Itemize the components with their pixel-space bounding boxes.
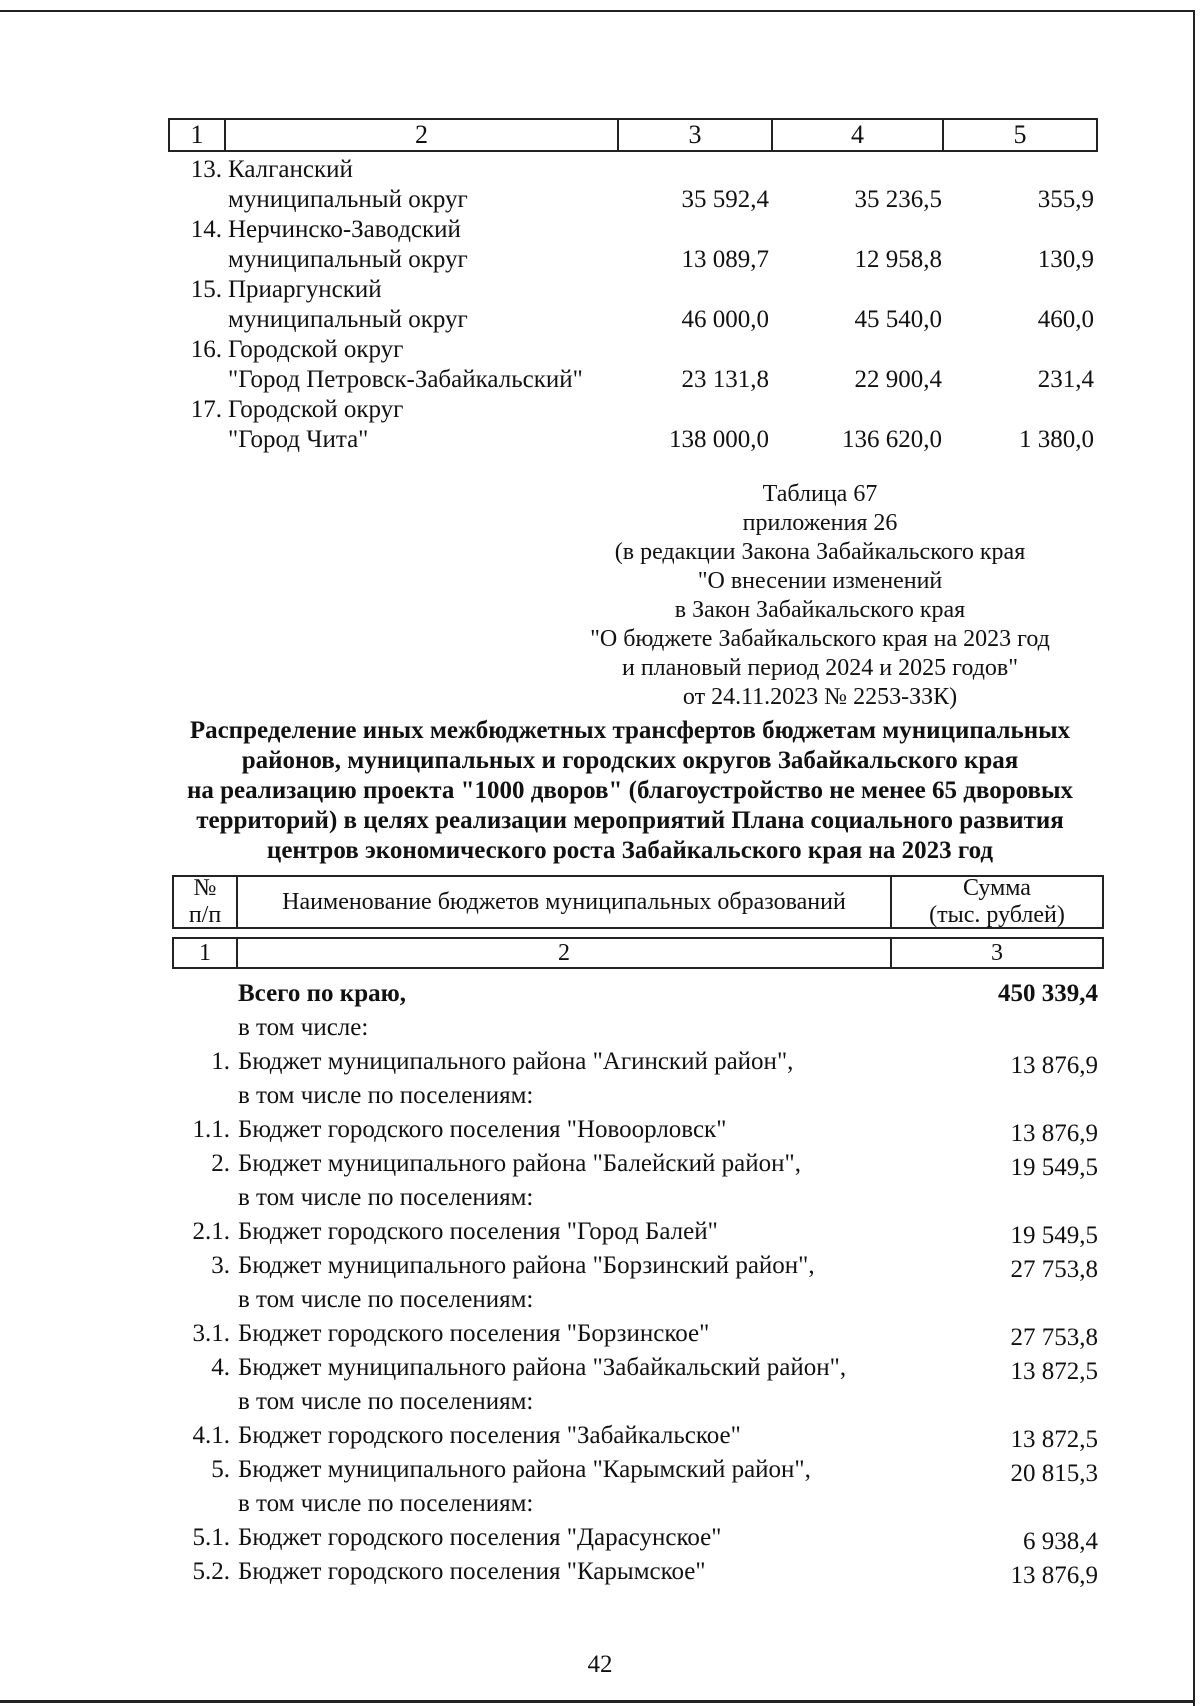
row-name: Бюджет муниципального района "Карымский район", — [238, 1456, 811, 1483]
row-number: 4. — [211, 1354, 230, 1381]
row-name: в том числе по поселениям: — [238, 1490, 534, 1517]
row-number: 5. — [211, 1456, 230, 1483]
top-table-header-cell: 3 — [619, 120, 773, 150]
row-value-col4: 136 620,0 — [842, 426, 942, 453]
column-number-cell: 3 — [991, 940, 1003, 966]
row-value-col5: 460,0 — [1037, 306, 1094, 333]
table-row — [172, 1284, 1104, 1318]
row-name-line1: Городской округ — [228, 396, 404, 423]
row-number: 14. — [190, 216, 222, 243]
row-name-line1: Приаргунский — [228, 276, 382, 303]
header-name-cell: Наименование бюджетов муниципальных образований — [238, 877, 892, 927]
caption-line: Таблица 67 — [762, 481, 878, 507]
row-value-col3: 13 089,7 — [681, 246, 769, 273]
caption-line: (в редакции Закона Забайкальского края — [614, 539, 1026, 565]
row-value: 6 938,4 — [1023, 1528, 1098, 1555]
title-line: Распределение иных межбюджетных трансфертов бюджетам муниципальных — [189, 717, 1071, 744]
table-row — [172, 1080, 1104, 1114]
table-row — [172, 1522, 1104, 1556]
caption-line: "О внесении изменений — [697, 568, 943, 594]
table-row-total — [172, 978, 1104, 1012]
row-name: Бюджет городского поселения "Борзинское" — [238, 1320, 710, 1347]
table-row — [168, 395, 1098, 455]
row-number: 1. — [211, 1048, 230, 1075]
row-value-col5: 355,9 — [1037, 186, 1094, 213]
row-name-line2: "Город Чита" — [228, 426, 369, 453]
row-name-line1: Нерчинско-Заводский — [228, 216, 461, 243]
row-number: 2.1. — [192, 1218, 230, 1245]
table-row — [172, 1216, 1104, 1250]
main-table-column-numbers — [172, 937, 1104, 969]
table-row — [172, 1148, 1104, 1182]
table-row — [168, 215, 1098, 275]
row-value-col5: 130,9 — [1037, 246, 1094, 273]
row-number: 3.1. — [192, 1320, 230, 1347]
page-number: 42 — [587, 1651, 613, 1678]
row-number: 4.1. — [192, 1422, 230, 1449]
caption-line: от 24.11.2023 № 2253-ЗЗК) — [682, 684, 958, 710]
row-value: 27 753,8 — [1010, 1324, 1098, 1351]
row-number: 3. — [211, 1252, 230, 1279]
row-value: 13 876,9 — [1010, 1562, 1098, 1589]
main-table-body — [172, 978, 1104, 1590]
caption-line: в Закон Забайкальского края — [674, 597, 966, 623]
row-value: 19 549,5 — [1010, 1154, 1098, 1181]
table-row — [172, 1250, 1104, 1284]
row-name: Бюджет муниципального района "Балейский район", — [238, 1150, 801, 1177]
row-value-col4: 12 958,8 — [854, 246, 942, 273]
header-sum-unit: (тыс. рублей) — [929, 902, 1065, 928]
row-value: 20 815,3 — [1010, 1460, 1098, 1487]
top-table-header-cell: 1 — [170, 120, 226, 150]
row-name: Бюджет муниципального района "Борзинский район", — [238, 1252, 815, 1279]
row-value-col5: 231,4 — [1037, 366, 1094, 393]
row-name: Бюджет городского поселения "Забайкальское" — [238, 1422, 741, 1449]
row-number: 13. — [190, 156, 222, 183]
row-value-col3: 46 000,0 — [681, 306, 769, 333]
table-row — [172, 1420, 1104, 1454]
row-value: 13 872,5 — [1010, 1358, 1098, 1385]
row-value-col3: 138 000,0 — [669, 426, 769, 453]
row-value: 13 872,5 — [1010, 1426, 1098, 1453]
header-number-label: № — [193, 875, 217, 901]
top-table-header-cell: 5 — [1013, 120, 1027, 149]
table-row — [172, 1454, 1104, 1488]
document-title — [160, 716, 1100, 866]
row-name-line2: муниципальный округ — [228, 246, 468, 273]
row-name: в том числе по поселениям: — [238, 1082, 534, 1109]
row-number: 17. — [190, 396, 222, 423]
row-name: в том числе по поселениям: — [238, 1184, 534, 1211]
table-row — [168, 335, 1098, 395]
row-name: в том числе по поселениям: — [238, 1388, 534, 1415]
row-value: 27 753,8 — [1010, 1256, 1098, 1283]
table-row — [172, 1012, 1104, 1046]
row-value-col5: 1 380,0 — [1019, 426, 1094, 453]
row-value-col3: 23 131,8 — [681, 366, 769, 393]
table-row — [172, 1182, 1104, 1216]
row-value: 13 876,9 — [1010, 1052, 1098, 1079]
row-value-col4: 35 236,5 — [854, 186, 942, 213]
row-number: 5.2. — [192, 1558, 230, 1585]
row-name-line2: "Город Петровск-Забайкальский" — [228, 366, 583, 393]
row-name: Всего по краю, — [238, 980, 406, 1007]
row-name: Бюджет городского поселения "Карымское" — [238, 1558, 706, 1585]
table-row — [172, 1352, 1104, 1386]
title-line: центров экономического роста Забайкальского края на 2023 год — [266, 837, 994, 864]
row-number: 16. — [190, 336, 222, 363]
row-name: Бюджет городского поселения "Новоорловск" — [238, 1116, 727, 1143]
table-caption — [560, 480, 1080, 712]
table-row — [172, 1046, 1104, 1080]
main-table-header — [172, 875, 1104, 929]
row-value: 450 339,4 — [998, 980, 1098, 1007]
header-sum-cell — [892, 877, 1102, 927]
row-value-col3: 35 592,4 — [681, 186, 769, 213]
title-line: на реализацию проекта "1000 дворов" (благоустройство не менее 65 дворовых — [186, 777, 1074, 804]
top-table-header — [168, 118, 1098, 152]
row-name: Бюджет городского поселения "Город Балей" — [238, 1218, 718, 1245]
row-name: Бюджет муниципального района "Забайкальский район", — [238, 1354, 847, 1381]
row-name-line2: муниципальный округ — [228, 306, 468, 333]
title-line: районов, муниципальных и городских округов Забайкальского края — [241, 747, 1019, 774]
row-name: в том числе: — [238, 1014, 369, 1041]
row-name-line2: муниципальный округ — [228, 186, 468, 213]
table-row — [172, 1556, 1104, 1590]
caption-line: приложения 26 — [742, 510, 898, 536]
row-name-line1: Городской округ — [228, 336, 404, 363]
row-name: в том числе по поселениям: — [238, 1286, 534, 1313]
title-line: территорий) в целях реализации мероприятий Плана социального развития — [196, 807, 1064, 834]
column-number-cell: 2 — [238, 939, 892, 967]
table-row — [168, 155, 1098, 215]
row-value: 19 549,5 — [1010, 1222, 1098, 1249]
column-number-cell: 1 — [174, 939, 238, 967]
table-row — [172, 1488, 1104, 1522]
row-name: Бюджет муниципального района "Агинский район", — [238, 1048, 794, 1075]
top-table-body — [168, 155, 1098, 455]
row-name: Бюджет городского поселения "Дарасунское" — [238, 1524, 722, 1551]
caption-line: и плановый период 2024 и 2025 годов" — [621, 655, 1019, 681]
top-table-header-cell: 4 — [773, 120, 944, 150]
row-number: 2. — [211, 1150, 230, 1177]
row-value: 13 876,9 — [1010, 1120, 1098, 1147]
row-number: 15. — [190, 276, 222, 303]
header-number-cell — [174, 877, 238, 927]
table-row — [168, 275, 1098, 335]
row-name-line1: Калганский — [228, 156, 353, 183]
row-number: 1.1. — [192, 1116, 230, 1143]
top-table-header-cell: 2 — [226, 120, 619, 150]
table-row — [172, 1386, 1104, 1420]
header-number-label: п/п — [188, 902, 222, 928]
row-value-col4: 45 540,0 — [854, 306, 942, 333]
table-row — [172, 1114, 1104, 1148]
caption-line: "О бюджете Забайкальского края на 2023 год — [590, 626, 1050, 652]
header-sum-label: Сумма — [963, 875, 1031, 901]
table-row — [172, 1318, 1104, 1352]
row-number: 5.1. — [192, 1524, 230, 1551]
row-value-col4: 22 900,4 — [854, 366, 942, 393]
